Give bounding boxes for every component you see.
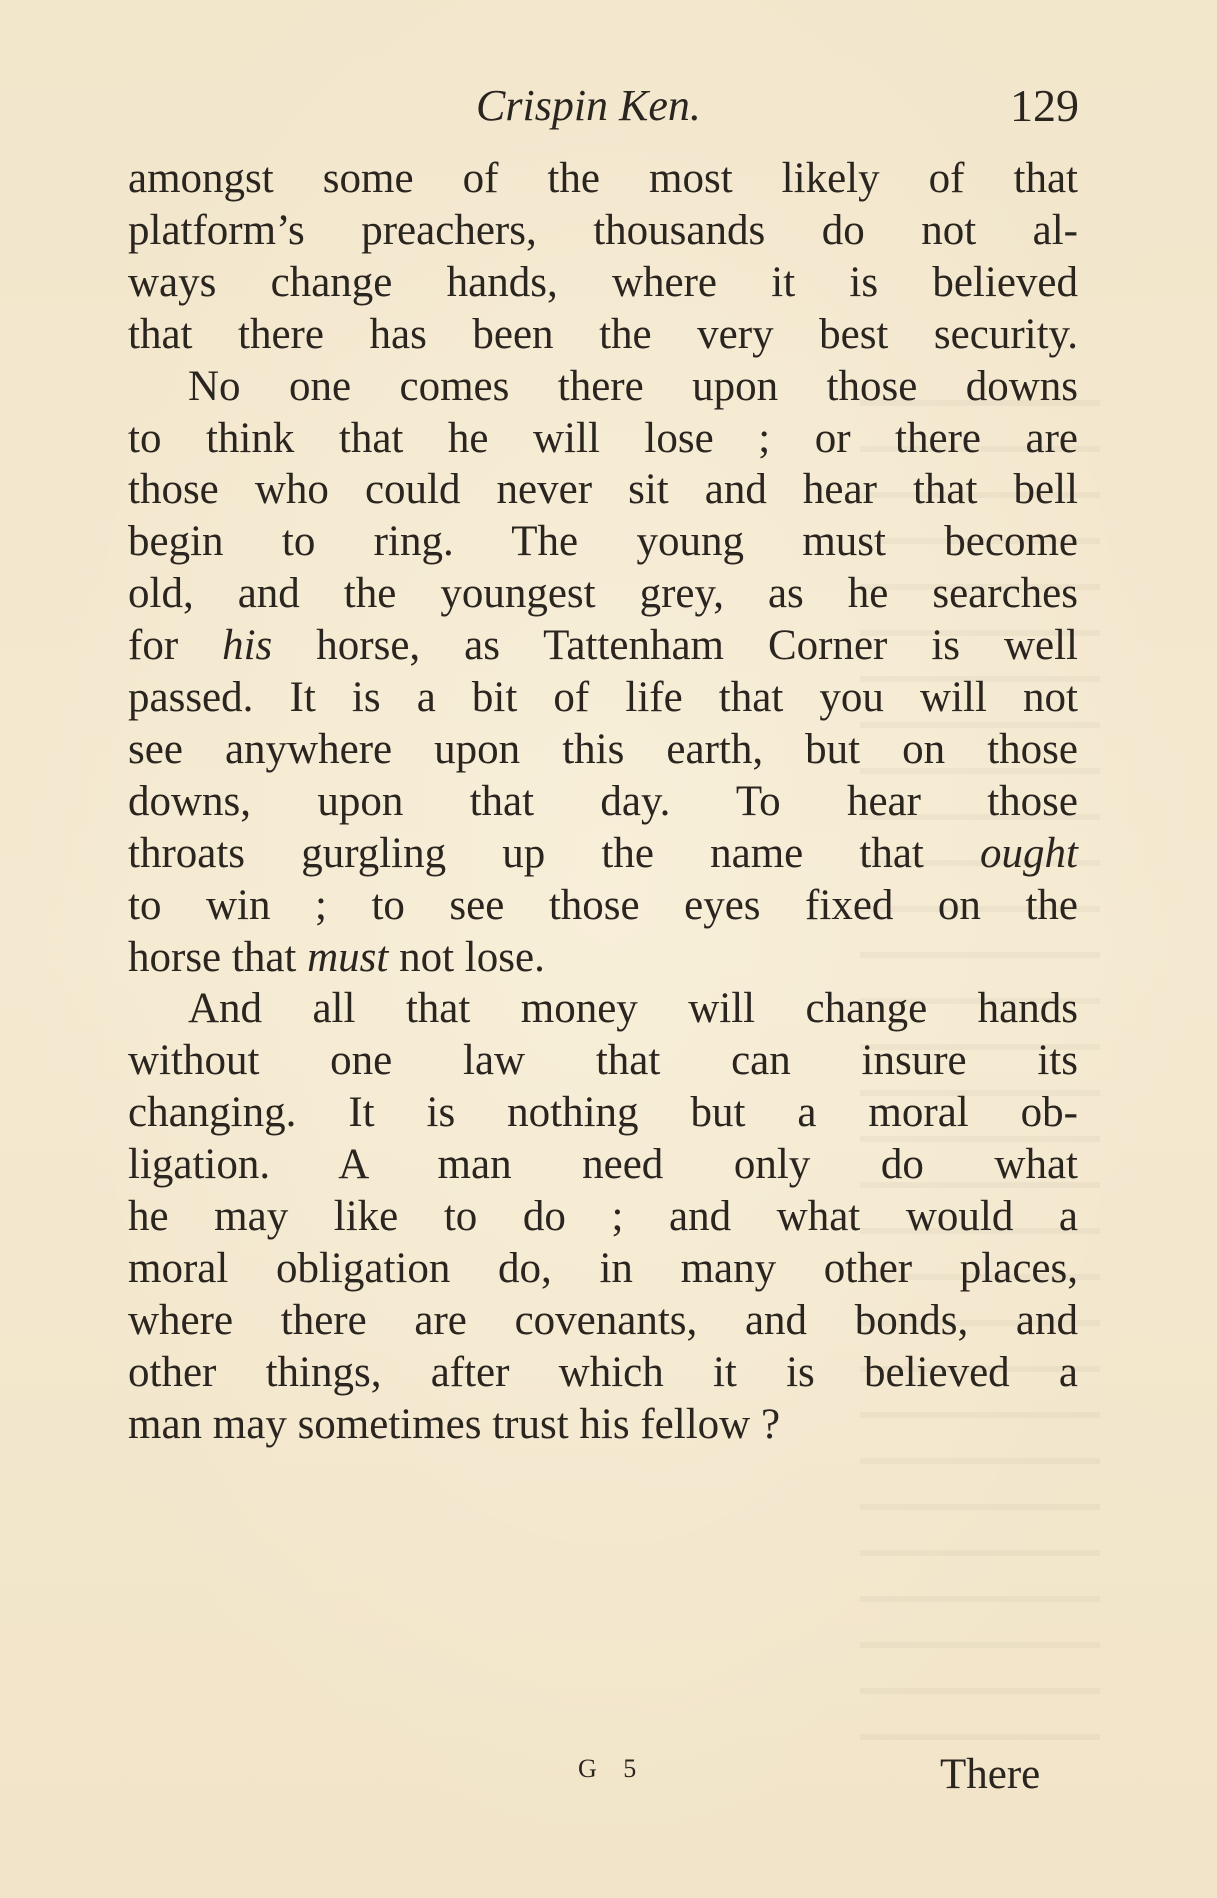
text-run: old, and the youngest grey, as he searches [128,570,1078,617]
text-run: platform’s preachers, thousands do not al- [128,207,1078,254]
text-run: that there has been the very best security. [128,311,1078,358]
text-run: changing. It is nothing but a moral ob- [128,1089,1078,1136]
printer-signature: G 5 [578,1754,647,1783]
text-run: man may sometimes trust his fellow ? [128,1401,781,1448]
text-run: amongst some of the most likely of that [128,155,1078,202]
text-run: for [128,622,223,669]
text-run: see anywhere upon this earth, but on those [128,726,1078,773]
text-run: he may like to do ; and what would a [128,1193,1078,1240]
text-run: horse that [128,934,308,981]
text-run: ligation. A man need only do what [128,1141,1078,1188]
text-run: passed. It is a bit of life that you will not [128,674,1078,721]
text-run: throats gurgling up the name that [128,830,981,877]
text-run: horse, as Tattenham Corner is well [272,622,1078,669]
text-run: No one comes there upon those downs [188,363,1078,410]
italic-text: his [222,622,273,669]
page-number: 129 [1010,80,1079,131]
italic-text: must [307,934,389,981]
text-run: ways change hands, where it is believed [128,259,1078,306]
text-run: other things, after which it is believed a [128,1349,1078,1396]
text-run: those who could never sit and hear that bell [128,466,1078,513]
text-line [128,1394,1078,1456]
running-title: Crispin Ken. [476,81,701,130]
text-run: And all that money will change hands [188,985,1078,1032]
text-run: to think that he will lose ; or there are [128,415,1078,462]
text-run: where there are covenants, and bonds, and [128,1297,1078,1344]
text-run: not lose. [388,934,545,981]
text-run: without one law that can insure its [128,1037,1078,1084]
italic-text: ought [980,830,1078,877]
text-run: begin to ring. The young must become [128,518,1078,565]
catchword: There [940,1751,1041,1798]
text-run: downs, upon that day. To hear those [128,778,1078,825]
text-run: to win ; to see those eyes fixed on the [128,882,1078,929]
text-run: moral obligation do, in many other places, [128,1245,1078,1292]
